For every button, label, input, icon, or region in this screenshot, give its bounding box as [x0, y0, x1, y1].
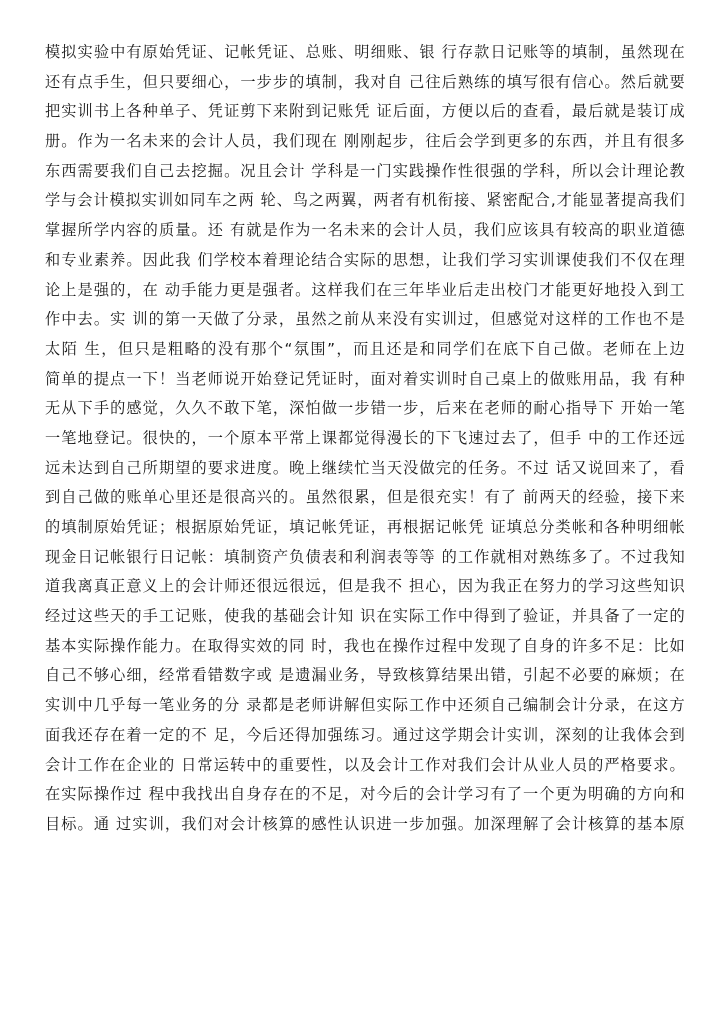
text-line-22: 自己不够心细，经常看错数字或 是遗漏业务，导致核算结果出错，引起不必要的麻烦；在 [45, 666, 685, 685]
text-line-7: 掌握所学内容的质量。还 有就是作为一名未来的会计人员，我们应该具有较高的职业道德 [45, 221, 685, 240]
text-line-8: 和专业素养。因此我 们学校本着理论结合实际的思想，让我们学习实训课使我们不仅在理 [45, 250, 685, 269]
text-line-21: 基本实际操作能力。在取得实效的同 时，我也在操作过程中发现了自身的许多不足：比如 [45, 636, 685, 655]
text-line-18: 现金日记帐银行日记帐：填制资产负债表和利润表等等 的工作就相对熟练多了。不过我知 [45, 547, 685, 566]
text-line-14: 一笔地登记。很快的，一个原本平常上课都觉得漫长的下飞速过去了，但手 中的工作还远 [45, 428, 685, 447]
text-line-23: 实训中几乎每一笔业务的分 录都是老师讲解但实际工作中还须自己编制会计分录，在这方 [45, 696, 685, 715]
text-line-20: 经过这些天的手工记账，使我的基础会计知 识在实际工作中得到了验证，并具备了一定的 [45, 607, 685, 626]
text-line-24: 面我还存在着一定的不 足，今后还得加强练习。通过这学期会计实训，深刻的让我体会到 [45, 725, 685, 744]
text-line-26: 在实际操作过 程中我找出自身存在的不足，对今后的会计学习有了一个更为明确的方向和 [45, 785, 685, 804]
text-line-9: 论上是强的，在 动手能力更是强者。这样我们在三年毕业后走出校门才能更好地投入到工 [45, 280, 685, 299]
text-line-15: 远未达到自己所期望的要求进度。晚上继续忙当天没做完的任务。不过 话又说回来了，看 [45, 458, 685, 477]
text-line-27: 目标。通 过实训，我们对会计核算的感性认识进一步加强。加深理解了会计核算的基本原 [45, 814, 685, 833]
text-line-19: 道我离真正意义上的会计师还很远很远，但是我不 担心，因为我正在努力的学习这些知识 [45, 577, 685, 596]
text-line-13: 无从下手的感觉，久久不敢下笔，深怕做一步错一步，后来在老师的耐心指导下 开始一笔 [45, 399, 685, 418]
text-line-6: 学与会计模拟实训如同车之两 轮、鸟之两翼，两者有机衔接、紧密配合,才能显著提高我们 [45, 191, 685, 210]
text-line-1: 模拟实验中有原始凭证、记帐凭证、总账、明细账、银 行存款日记账等的填制，虽然现在 [45, 43, 685, 61]
text-line-17: 的填制原始凭证；根据原始凭证，填记帐凭证，再根据记帐凭 证填总分类帐和各种明细帐 [45, 518, 685, 536]
text-line-16: 到自己做的账单心里还是很高兴的。虽然很累，但是很充实！有了 前两天的经验，接下来 [45, 488, 685, 507]
text-line-5: 东西需要我们自己去挖掘。况且会计 学科是一门实践操作性很强的学科，所以会计理论教 [45, 161, 685, 180]
text-line-4: 册。作为一名未来的会计人员，我们现在 刚刚起步，往后会学到更多的东西，并且有很多 [45, 132, 685, 151]
text-line-11: 太陌 生，但只是粗略的没有那个“氛围”，而且还是和同学们在底下自己做。老师在上边 [45, 339, 685, 358]
text-line-12: 简单的提点一下！当老师说开始登记凭证时，面对着实训时自己桌上的做账用品，我 有种 [45, 369, 685, 388]
text-line-2: 还有点手生，但只要细心，一步步的填制，我对自 己往后熟练的填写很有信心。然后就要 [45, 72, 685, 91]
text-line-3: 把实训书上各种单子、凭证剪下来附到记账凭 证后面，方便以后的查看，最后就是装订成 [45, 102, 685, 121]
essay-body [45, 38, 685, 840]
text-line-10: 作中去。实 训的第一天做了分录，虽然之前从来没有实训过，但感觉对这样的工作也不是 [45, 310, 685, 329]
text-line-25: 会计工作在企业的 日常运转中的重要性，以及会计工作对我们会计从业人员的严格要求。 [45, 755, 685, 774]
